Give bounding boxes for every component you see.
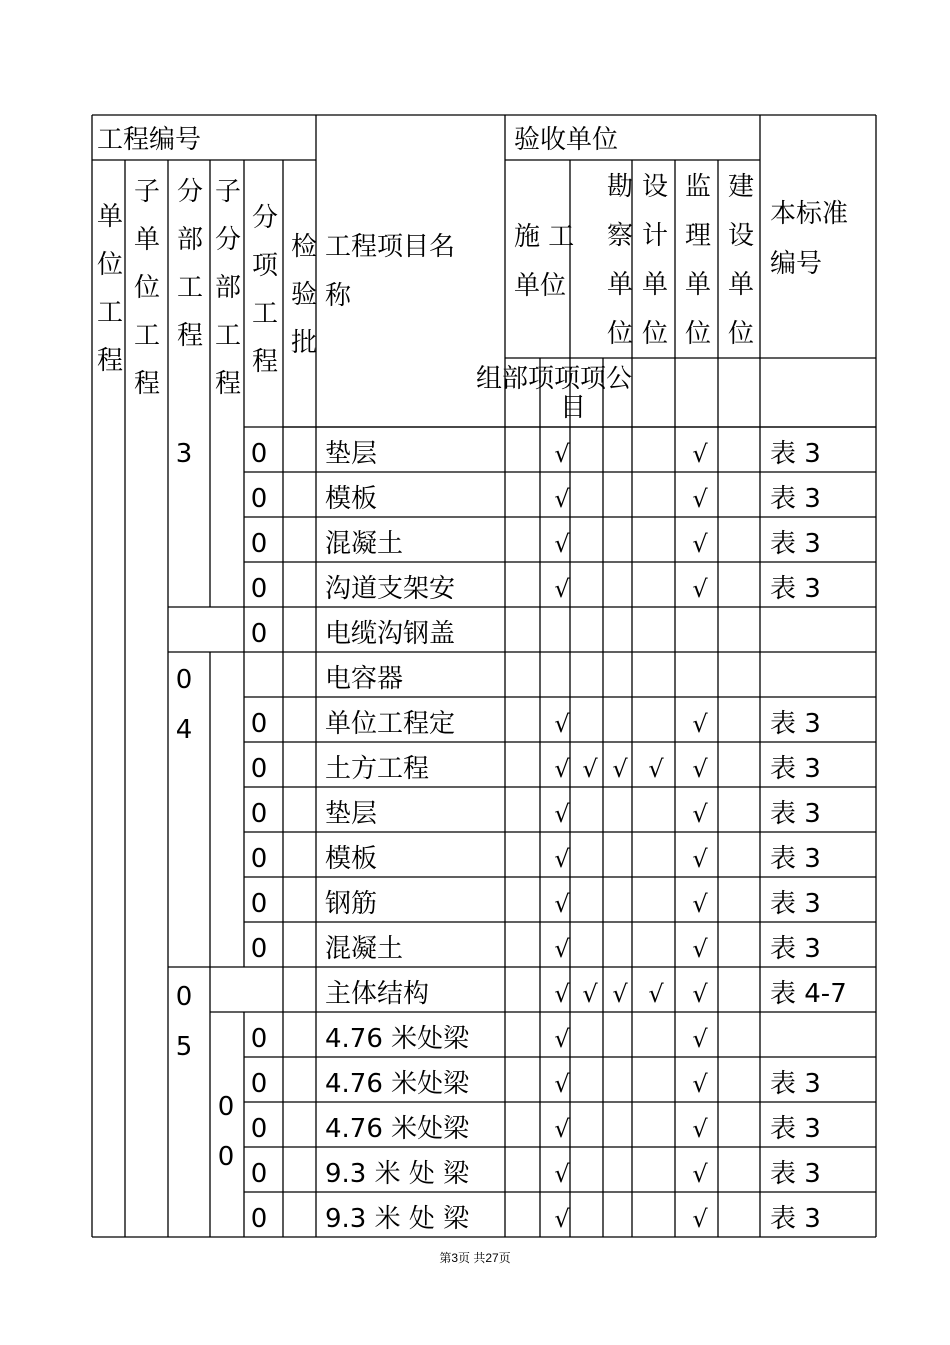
header-jianyanpi: 批 [290, 328, 318, 358]
row-check: √ [692, 1205, 708, 1233]
row-std: 表 3 [770, 799, 821, 829]
row-check: √ [648, 980, 664, 1008]
header-xiangmu-mingcheng-2: 称 [325, 281, 352, 311]
header-jianli-danwei: 位 [684, 319, 712, 349]
row-std: 表 3 [770, 844, 821, 874]
row-code: 0 [250, 1159, 268, 1189]
row-std: 表 3 [770, 484, 821, 514]
page-footer: 第3页 共27页 [439, 1251, 511, 1265]
fenbu-label: 3 [175, 439, 193, 469]
header-biaozhun-bianhao: 本标准 [770, 199, 849, 229]
header-biaozhun-bianhao-2: 编号 [770, 249, 823, 279]
header-fenxiang-gongcheng: 项 [251, 251, 279, 281]
row-name: 单位工程定 [325, 709, 456, 739]
zifenbu-label: 0 [217, 1142, 235, 1172]
row-name: 9.3 米 处 梁 [325, 1204, 470, 1234]
row-check: √ [554, 980, 570, 1008]
row-name: 垫层 [325, 799, 378, 829]
row-std: 表 3 [770, 529, 821, 559]
row-code: 0 [250, 619, 268, 649]
row-code: 0 [250, 1069, 268, 1099]
row-check: √ [554, 800, 570, 828]
row-check: √ [554, 1025, 570, 1053]
row-code: 0 [250, 799, 268, 829]
header-kancha-danwei: 位 [606, 319, 634, 349]
row-check: √ [692, 530, 708, 558]
row-check: √ [692, 890, 708, 918]
row-std: 表 3 [770, 439, 821, 469]
header-fenxiang-gongcheng: 程 [251, 347, 279, 377]
row-check: √ [582, 755, 598, 783]
header-gongcheng-bianhao: 工程编号 [97, 125, 202, 155]
row-check: √ [692, 980, 708, 1008]
header-danwei-gongcheng: 位 [96, 250, 124, 280]
header-fenbu-gongcheng: 工 [176, 273, 204, 303]
header-fenbu-gongcheng: 部 [176, 225, 204, 255]
header-danwei-gongcheng: 工 [96, 298, 124, 328]
row-check: √ [692, 755, 708, 783]
row-check: √ [554, 1115, 570, 1143]
header-danwei-gongcheng: 程 [96, 346, 124, 376]
row-std: 表 3 [770, 1114, 821, 1144]
row-code: 0 [250, 889, 268, 919]
row-std: 表 3 [770, 574, 821, 604]
row-name: 电缆沟钢盖 [325, 619, 456, 649]
row-check: √ [554, 1160, 570, 1188]
row-name: 4.76 米处梁 [325, 1114, 470, 1144]
row-check: √ [692, 1115, 708, 1143]
header-fenxiang-gongcheng: 工 [251, 299, 279, 329]
row-check: √ [554, 575, 570, 603]
header-zi-fenbu-gongcheng: 工 [214, 321, 242, 351]
row-name: 土方工程 [325, 754, 430, 784]
row-check: √ [554, 755, 570, 783]
row-name: 电容器 [325, 664, 404, 694]
row-check: √ [612, 980, 628, 1008]
header-zi-fenbu-gongcheng: 子 [214, 177, 242, 207]
header-jianshe-danwei: 位 [727, 319, 755, 349]
header-jianli-danwei: 监 [684, 172, 712, 202]
row-check: √ [692, 800, 708, 828]
row-code: 0 [250, 844, 268, 874]
header-kancha-danwei: 察 [606, 221, 634, 251]
row-check: √ [554, 890, 570, 918]
row-code: 0 [250, 1024, 268, 1054]
row-std: 表 3 [770, 934, 821, 964]
header-shigong-danwei: 施 工 [514, 222, 575, 252]
row-check: √ [554, 1205, 570, 1233]
header-zi-danwei-gongcheng: 位 [133, 273, 161, 303]
zifenbu-label: 0 [217, 1092, 235, 1122]
header-sheji-danwei: 位 [641, 319, 669, 349]
row-check: √ [692, 935, 708, 963]
header-xiangmu-mingcheng: 工程项目名 [325, 232, 456, 262]
fenbu-label: 5 [175, 1032, 193, 1062]
header-jianli-danwei: 理 [684, 221, 712, 251]
header-fenbu-gongcheng: 分 [176, 177, 204, 207]
row-check: √ [554, 530, 570, 558]
header-jianshe-danwei: 建 [727, 172, 755, 202]
row-code: 0 [250, 1204, 268, 1234]
row-name: 模板 [325, 484, 378, 514]
row-check: √ [692, 1160, 708, 1188]
row-name: 4.76 米处梁 [325, 1069, 470, 1099]
row-name: 垫层 [325, 439, 378, 469]
row-check: √ [554, 1070, 570, 1098]
row-check: √ [692, 1025, 708, 1053]
row-name: 混凝土 [325, 934, 404, 964]
header-sheji-danwei: 设 [641, 172, 669, 202]
row-std: 表 3 [770, 889, 821, 919]
row-check: √ [692, 845, 708, 873]
header-zi-danwei-gongcheng: 工 [133, 321, 161, 351]
row-check: √ [648, 755, 664, 783]
header-sheji-danwei: 单 [641, 270, 669, 300]
header-yanshou-danwei: 验收单位 [514, 125, 619, 155]
row-std: 表 3 [770, 709, 821, 739]
row-name: 混凝土 [325, 529, 404, 559]
row-std: 表 4-7 [770, 979, 847, 1009]
row-code: 0 [250, 439, 268, 469]
header-jianyanpi: 检 [290, 232, 318, 262]
fenbu-label: 0 [175, 665, 193, 695]
row-name: 模板 [325, 844, 378, 874]
header-zi-fenbu-gongcheng: 程 [214, 369, 242, 399]
row-check: √ [582, 980, 598, 1008]
header-zi-danwei-gongcheng: 子 [133, 177, 161, 207]
header-kancha-danwei: 单 [606, 270, 634, 300]
row-code: 0 [250, 529, 268, 559]
row-std: 表 3 [770, 1069, 821, 1099]
header-danwei-gongcheng: 单 [96, 202, 124, 232]
row-std: 表 3 [770, 1159, 821, 1189]
header-zi-danwei-gongcheng: 单 [133, 225, 161, 255]
row-code: 0 [250, 934, 268, 964]
row-check: √ [692, 485, 708, 513]
row-code: 0 [250, 709, 268, 739]
header-zi-fenbu-gongcheng: 部 [214, 273, 242, 303]
row-check: √ [692, 440, 708, 468]
row-code: 0 [250, 484, 268, 514]
header-zi-fenbu-gongcheng: 分 [214, 225, 242, 255]
header-fenbu-gongcheng: 程 [176, 321, 204, 351]
row-check: √ [554, 485, 570, 513]
row-code: 0 [250, 574, 268, 604]
header-sheji-danwei: 计 [641, 221, 669, 251]
header-overlap-text-2: 目 [559, 393, 587, 423]
row-check: √ [554, 710, 570, 738]
header-shigong-danwei-2: 单位 [514, 271, 567, 301]
header-overlap-text: 组部项项项公 [476, 364, 633, 394]
row-name: 钢筋 [325, 889, 378, 919]
header-kancha-danwei: 勘 [606, 172, 634, 202]
row-check: √ [692, 710, 708, 738]
fenbu-label: 0 [175, 982, 193, 1012]
row-std: 表 3 [770, 1204, 821, 1234]
header-jianyanpi: 验 [290, 280, 318, 310]
row-check: √ [554, 845, 570, 873]
row-std: 表 3 [770, 754, 821, 784]
row-code: 0 [250, 1114, 268, 1144]
table-grid [92, 115, 876, 1237]
header-fenxiang-gongcheng: 分 [251, 203, 279, 233]
fenbu-label: 4 [175, 715, 193, 745]
row-check: √ [554, 440, 570, 468]
header-zi-danwei-gongcheng: 程 [133, 369, 161, 399]
row-check: √ [554, 935, 570, 963]
header-jianshe-danwei: 设 [727, 221, 755, 251]
row-check: √ [692, 575, 708, 603]
row-name: 9.3 米 处 梁 [325, 1159, 470, 1189]
row-name: 4.76 米处梁 [325, 1024, 470, 1054]
header-jianli-danwei: 单 [684, 270, 712, 300]
row-check: √ [692, 1070, 708, 1098]
row-check: √ [612, 755, 628, 783]
row-name: 沟道支架安 [325, 574, 456, 604]
row-code: 0 [250, 754, 268, 784]
header-jianshe-danwei: 单 [727, 270, 755, 300]
row-name: 主体结构 [325, 979, 430, 1009]
